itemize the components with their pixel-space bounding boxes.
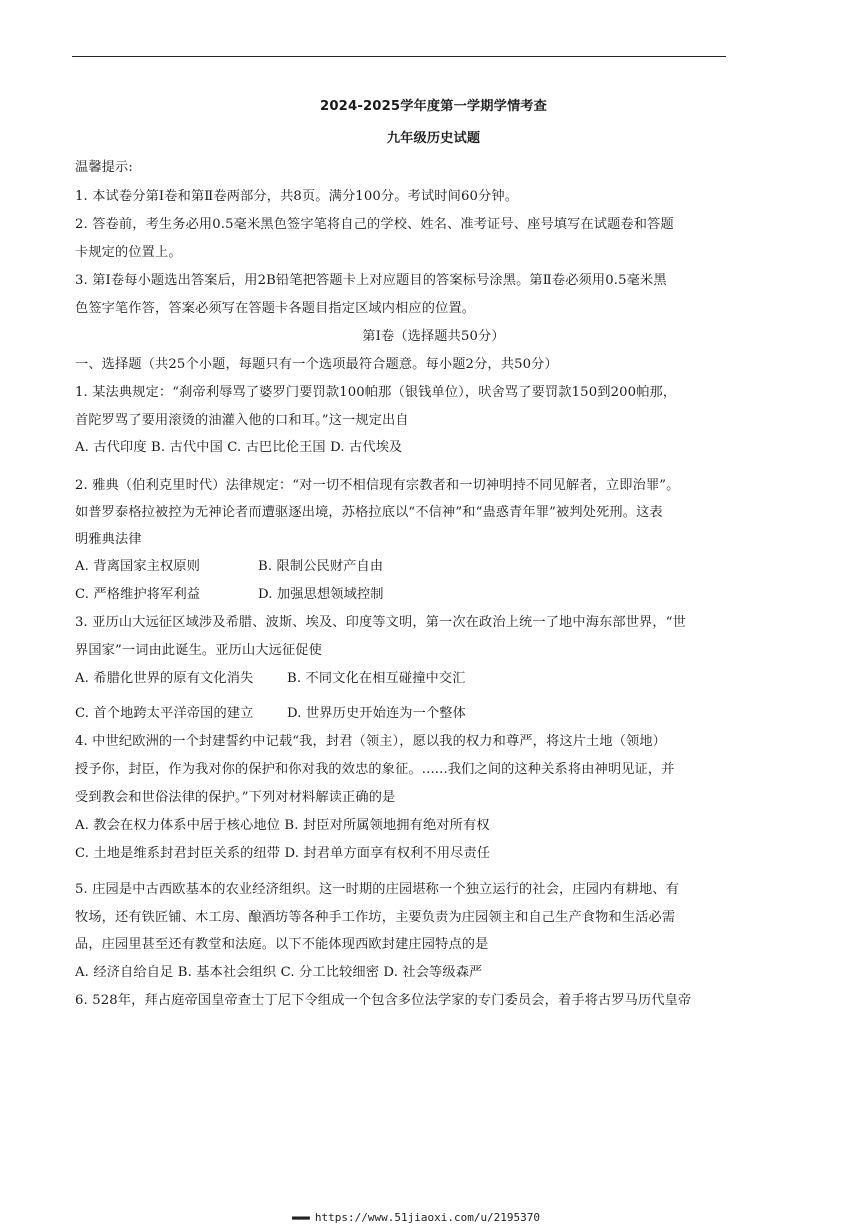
exam-subtitle: 九年级历史试题 — [386, 131, 481, 146]
question-1-line-1: 1. 某法典规定：“刹帝利辱骂了婆罗门要罚款100帕那（银钱单位），吠舍骂了要罚款150到200帕那， — [75, 385, 677, 400]
question-3-option-a: A. 希腊化世界的原有文化消失 — [75, 671, 254, 686]
question-3-line-1: 3. 亚历山大远征区域涉及希腊、波斯、埃及、印度等文明，第一次在政治上统一了地中海东部世界，“世 — [75, 615, 686, 630]
section-title: 第Ⅰ卷（选择题共50分） — [362, 329, 505, 344]
question-5-line-1: 5. 庄园是中古西欧基本的农业经济组织。这一时期的庄园堪称一个独立运行的社会，庄园内有耕地、有 — [75, 882, 680, 897]
footer-decoration: ▬▬▬ — [292, 1211, 309, 1224]
question-4-options-row-2: C. 土地是维系封君封臣关系的纽带 D. 封君单方面享有权利不用尽责任 — [75, 846, 491, 861]
question-2-line-1: 2. 雅典（伯利克里时代）法律规定：“对一切不相信现有宗教者和一切神明持不同见解者，立即治罪”。 — [75, 478, 680, 493]
question-5-line-3: 品，庄园里甚至还有教堂和法庭。以下不能体现西欧封建庄园特点的是 — [75, 937, 489, 952]
exam-title: 2024-2025学年度第一学期学情考查 — [320, 99, 547, 114]
question-2-option-c: C. 严格维护将军利益 — [75, 587, 201, 602]
notice-item-3: 3. 第Ⅰ卷每小题选出答案后，用2B铅笔把答题卡上对应题目的答案标号涂黑。第Ⅱ卷必须用0.5毫米黑 — [75, 273, 667, 288]
notice-item-2-cont: 卡规定的位置上。 — [75, 245, 182, 260]
question-5-line-2: 牧场，还有铁匠铺、木工房、酿酒坊等各种手工作坊，主要负责为庄园领主和自己生产食物和生活必需 — [75, 910, 676, 925]
question-2-option-a: A. 背离国家主权原则 — [75, 559, 201, 574]
question-3-option-c: C. 首个地跨太平洋帝国的建立 — [75, 706, 254, 721]
question-4-line-3: 受到教会和世俗法律的保护。”下列对材料解读正确的是 — [75, 790, 396, 805]
question-3-option-b: B. 不同文化在相互碰撞中交汇 — [287, 671, 466, 686]
question-2-line-2: 如普罗泰格拉被控为无神论者而遭驱逐出境，苏格拉底以“不信神”和“蛊惑青年罪”被判处死刑。这表 — [75, 505, 663, 520]
header-rule — [72, 56, 726, 57]
question-4-line-2: 授予你，封臣，作为我对你的保护和你对我的效忠的象征。......我们之间的这种关系将由神明见证，并 — [75, 762, 675, 777]
footer-url[interactable]: https://www.51jiaoxi.com/u/2195370 — [314, 1211, 541, 1224]
notice-heading: 温馨提示: — [75, 160, 133, 175]
notice-item-3-cont: 色签字笔作答，答案必须写在答题卡各题目指定区域内相应的位置。 — [75, 301, 476, 316]
question-5-options: A. 经济自给自足 B. 基本社会组织 C. 分工比较细密 D. 社会等级森严 — [75, 965, 483, 980]
section-instruction: 一、选择题（共25个小题，每题只有一个选项最符合题意。每小题2分，共50分） — [75, 357, 558, 372]
question-3-line-2: 界国家”一词由此诞生。亚历山大远征促使 — [75, 643, 322, 658]
question-4-options-row-1: A. 教会在权力体系中居于核心地位 B. 封臣对所属领地拥有绝对所有权 — [75, 818, 490, 833]
question-4-line-1: 4. 中世纪欧洲的一个封建誓约中记载“我，封君（领主），愿以我的权力和尊严，将这片土地（领地） — [75, 734, 667, 749]
question-2-line-3: 明雅典法律 — [75, 532, 142, 547]
notice-item-1: 1. 本试卷分第Ⅰ卷和第Ⅱ卷两部分，共8页。满分100分。考试时间60分钟。 — [75, 189, 519, 204]
question-2-option-d: D. 加强思想领域控制 — [258, 587, 384, 602]
question-1-line-2: 首陀罗骂了要用滚烫的油灌入他的口和耳。”这一规定出自 — [75, 413, 409, 428]
question-2-option-b: B. 限制公民财产自由 — [258, 559, 384, 574]
question-6-line-1: 6. 528年，拜占庭帝国皇帝查士丁尼下令组成一个包含多位法学家的专门委员会，着手将古罗马历代皇帝 — [75, 993, 692, 1008]
notice-item-2: 2. 答卷前，考生务必用0.5毫米黑色签字笔将自己的学校、姓名、准考证号、座号填写在试题卷和答题 — [75, 217, 674, 232]
footer — [292, 1211, 540, 1224]
question-3-option-d: D. 世界历史开始连为一个整体 — [287, 706, 466, 721]
question-1-options: A. 古代印度 B. 古代中国 C. 古巴比伦王国 D. 古代埃及 — [75, 440, 403, 455]
